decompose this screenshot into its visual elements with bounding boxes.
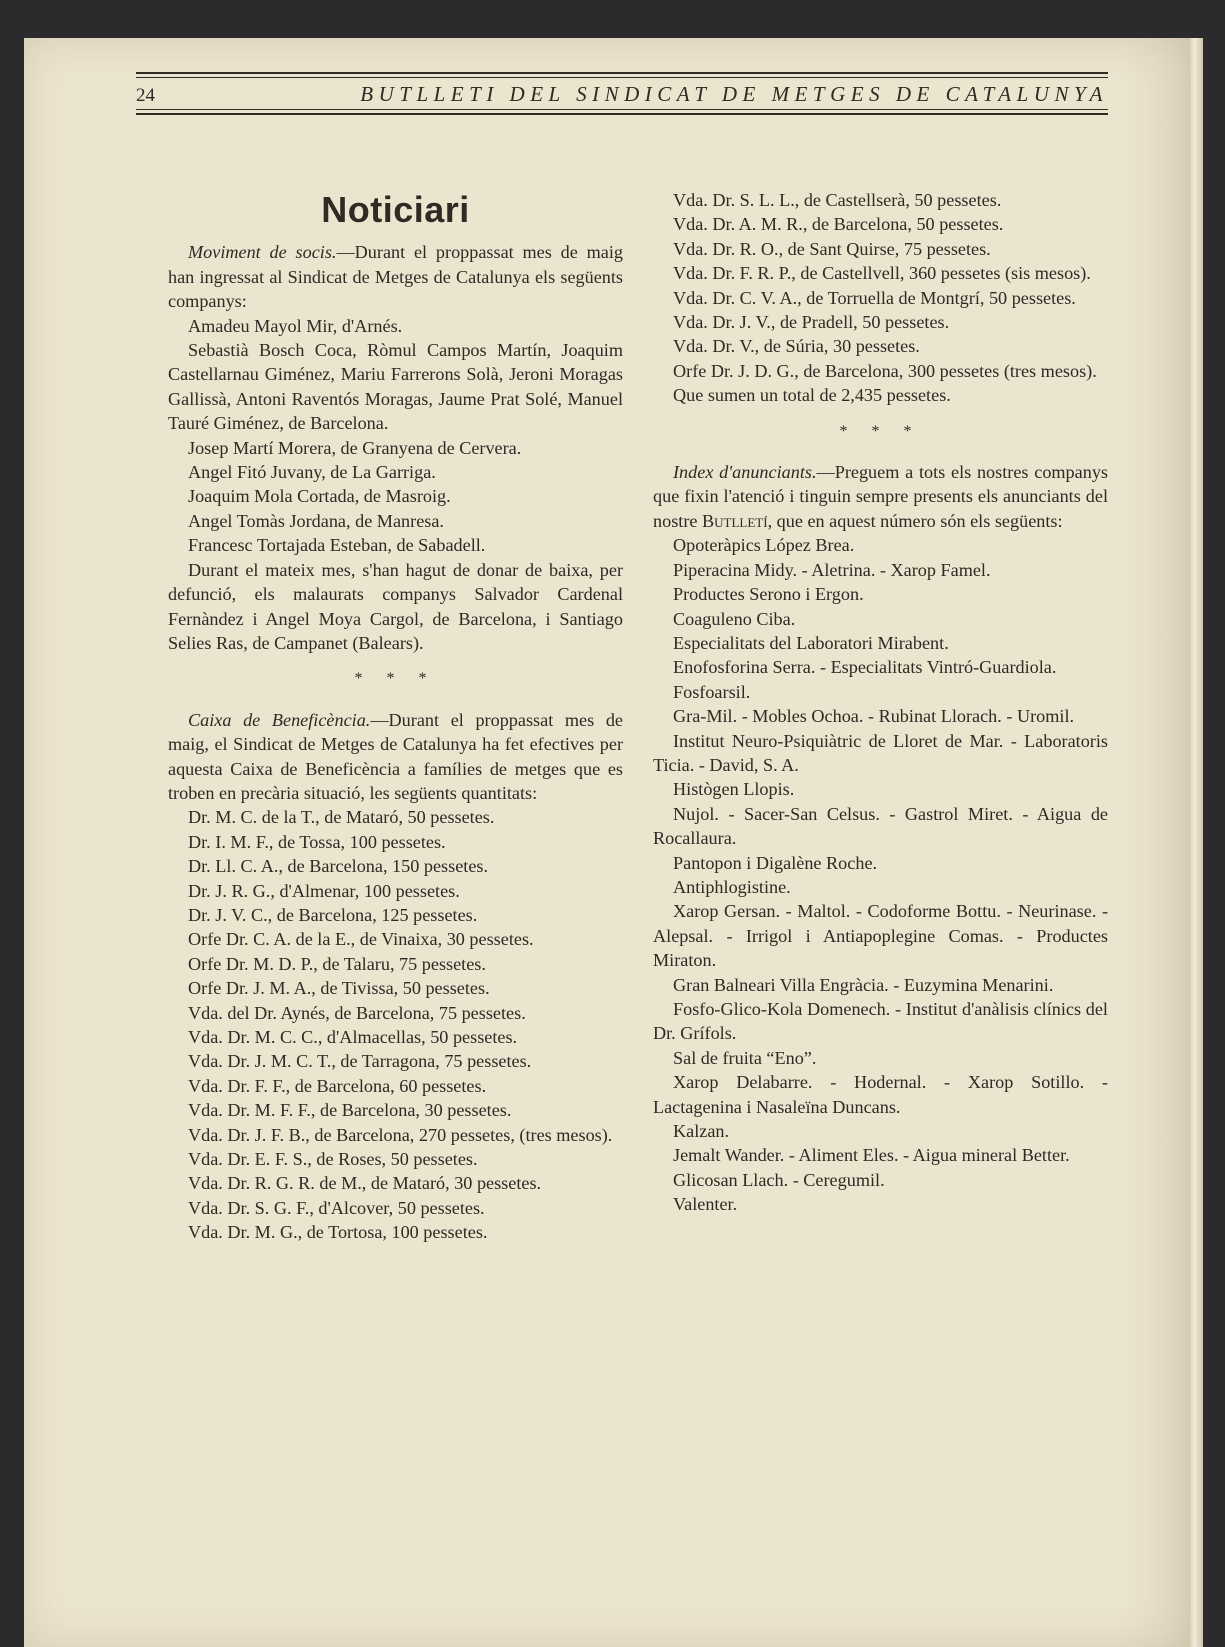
list-item: Vda. Dr. S. G. F., d'Alcover, 50 pessetes.: [188, 1197, 485, 1218]
caixa-paragraph: [168, 708, 623, 806]
list-item: Coaguleno Ciba.: [673, 608, 796, 629]
list-item: Nujol. - Sacer-San Celsus. - Gastrol Miret. - Aigua de Rocallaura.: [653, 803, 1108, 849]
index-text-before: —Preguem a tots els nostres companys que fixin l'atenció i tinguin sempre presents els anunciants del nostre: [653, 462, 1108, 531]
donations-total: Que sumen un total de 2,435 pessetes.: [673, 385, 951, 406]
index-text-after: , que en aquest número són els següents:: [767, 510, 1063, 531]
list-item: Vda. Dr. E. F. S., de Roses, 50 pessetes.: [188, 1149, 478, 1170]
moviment-lead: Moviment de socis.: [188, 242, 337, 263]
list-item: Especialitats del Laboratori Mirabent.: [673, 632, 949, 653]
list-item: Antiphlogistine.: [673, 876, 791, 897]
list-item: Dr. J. V. C., de Barcelona, 125 pessetes.: [188, 904, 478, 925]
page-number: 24: [136, 85, 155, 106]
list-item: Vda. Dr. R. O., de Sant Quirse, 75 pessetes.: [673, 238, 991, 259]
list-item: Jemalt Wander. - Aliment Eles. - Aigua mineral Better.: [673, 1145, 1070, 1166]
list-item: Vda. Dr. S. L. L., de Castellserà, 50 pessetes.: [673, 190, 1002, 210]
list-item: Piperacina Midy. - Aletrina. - Xarop Famel.: [673, 559, 991, 580]
new-members-list: [168, 314, 623, 558]
left-column: [168, 188, 623, 1245]
list-item: Dr. J. R. G., d'Almenar, 100 pessetes.: [188, 880, 460, 901]
running-title: BUTLLETI DEL SINDICAT DE METGES DE CATALUNYA: [360, 82, 1108, 106]
caixa-lead: Caixa de Beneficència.: [188, 709, 371, 730]
list-item: Joaquim Mola Cortada, de Masroig.: [188, 486, 451, 507]
list-item: Orfe Dr. C. A. de la E., de Vinaixa, 30 pessetes.: [188, 929, 534, 950]
section-title: Noticiari: [321, 189, 470, 230]
section-divider: * * *: [839, 422, 922, 440]
header-rule-bottom-2: [136, 113, 1108, 115]
list-item: Valenter.: [673, 1194, 738, 1215]
advertisers-list: [653, 533, 1108, 1216]
list-item: Enofosforina Serra. - Especialitats Vintró-Guardiola.: [673, 657, 1057, 678]
list-item: Vda. Dr. J. M. C. T., de Tarragona, 75 pessetes.: [188, 1051, 532, 1072]
list-item: Dr. M. C. de la T., de Mataró, 50 pessetes.: [188, 807, 495, 828]
list-item: Orfe Dr. J. D. G., de Barcelona, 300 pessetes (tres mesos).: [673, 360, 1097, 381]
list-item: Vda. Dr. A. M. R., de Barcelona, 50 pessetes.: [673, 214, 1004, 235]
list-item: Histògen Llopis.: [673, 779, 795, 800]
right-column: [653, 188, 1108, 1217]
list-item: Gran Balneari Villa Engràcia. - Euzymina Menarini.: [673, 974, 1054, 995]
list-item: Sal de fruita “Eno”.: [673, 1047, 817, 1068]
index-paragraph: [653, 460, 1108, 533]
list-item: Pantopon i Digalène Roche.: [673, 852, 878, 873]
section-divider: * * *: [354, 670, 437, 688]
list-item: Vda. Dr. M. G., de Tortosa, 100 pessetes.: [188, 1222, 488, 1243]
list-item: Productes Serono i Ergon.: [673, 584, 864, 605]
list-item: Xarop Gersan. - Maltol. - Codoforme Bottu. - Neurinase. - Alepsal. - Irrigol i Antiapoplegine Comas. - Productes Miraton.: [653, 901, 1108, 971]
gutter-shadow: [1120, 38, 1190, 1647]
list-item: Vda. Dr. J. F. B., de Barcelona, 270 pessetes, (tres mesos).: [188, 1124, 613, 1145]
index-lead: Index d'anunciants.: [673, 462, 817, 483]
deaths-paragraph: Durant el mateix mes, s'han hagut de donar de baixa, per defunció, els malaurats companys Salvador Cardenal Fernàndez i Angel Moya Cargol, de Barcelona, i Santiago Selies Ras, de Campanet (Balears).: [168, 559, 623, 653]
list-item: Orfe Dr. J. M. A., de Tivissa, 50 pessetes.: [188, 978, 490, 999]
caixa-text: —Durant el proppassat mes de maig, el Sindicat de Metges de Catalunya ha fet efectives per aquesta Caixa de Beneficència a famílies de metges que es troben en precària situació, les següents quantitats:: [168, 709, 623, 803]
list-item: Vda. Dr. R. G. R. de M., de Mataró, 30 pessetes.: [188, 1173, 542, 1194]
page-edge: [1189, 38, 1203, 1647]
list-item: Sebastià Bosch Coca, Ròmul Campos Martín, Joaquim Castellarnau Giménez, Mariu Farrerons Solà, Jeroni Moragas Gallissà, Antoni Raventós Moragas, Jaume Prat Solé, Manuel Tauré Giménez, de Barcelona.: [168, 340, 623, 434]
header-line: [136, 78, 1108, 109]
list-item: Glicosan Llach. - Ceregumil.: [673, 1169, 885, 1190]
list-item: Angel Tomàs Jordana, de Manresa.: [188, 510, 444, 531]
list-item: Vda. Dr. M. C. C., d'Almacellas, 50 pessetes.: [188, 1027, 518, 1047]
list-item: Vda. Dr. J. V., de Pradell, 50 pessetes.: [673, 312, 950, 333]
list-item: Vda. Dr. F. F., de Barcelona, 60 pessetes.: [188, 1075, 487, 1096]
list-item: Orfe Dr. M. D. P., de Talaru, 75 pessetes.: [188, 953, 486, 974]
donations-list-continued: [653, 188, 1108, 408]
list-item: Gra-Mil. - Mobles Ochoa. - Rubinat Llorach. - Uromil.: [673, 706, 1075, 727]
list-item: Vda. Dr. F. R. P., de Castellvell, 360 pessetes (sis mesos).: [673, 263, 1091, 284]
donations-list: [168, 805, 623, 1244]
list-item: Francesc Tortajada Esteban, de Sabadell.: [188, 535, 486, 556]
list-item: Kalzan.: [673, 1121, 730, 1142]
list-item: Josep Martí Morera, de Granyena de Cervera.: [188, 437, 522, 458]
list-item: Dr. I. M. F., de Tossa, 100 pessetes.: [188, 831, 446, 852]
list-item: Fosfo-Glico-Kola Domenech. - Institut d'anàlisis clínics del Dr. Grífols.: [653, 999, 1108, 1044]
running-header: [136, 72, 1108, 115]
list-item: Xarop Delabarre. - Hodernal. - Xarop Sotillo. - Lactagenina i Nasaleïna Duncans.: [653, 1072, 1108, 1117]
list-item: Institut Neuro-Psiquiàtric de Lloret de Mar. - Laboratoris Ticia. - David, S. A.: [653, 730, 1108, 775]
list-item: Vda. Dr. V., de Súria, 30 pessetes.: [673, 336, 920, 357]
list-item: Opoteràpics López Brea.: [673, 535, 855, 556]
moviment-paragraph: [168, 240, 623, 313]
list-item: Vda. del Dr. Aynés, de Barcelona, 75 pessetes.: [188, 1002, 526, 1023]
list-item: Dr. Ll. C. A., de Barcelona, 150 pessetes.: [188, 856, 489, 877]
list-item: Vda. Dr. M. F. F., de Barcelona, 30 pessetes.: [188, 1100, 512, 1121]
moviment-text: —Durant el proppassat mes de maig han ingressat al Sindicat de Metges de Catalunya els següents companys:: [168, 242, 624, 312]
butlleti-word: Butlletí: [702, 510, 768, 531]
list-item: Fosfoarsil.: [673, 681, 751, 702]
list-item: Angel Fitó Juvany, de La Garriga.: [188, 462, 436, 483]
list-item: Amadeu Mayol Mir, d'Arnés.: [188, 315, 403, 336]
list-item: Vda. Dr. C. V. A., de Torruella de Montgrí, 50 pessetes.: [673, 287, 1076, 308]
